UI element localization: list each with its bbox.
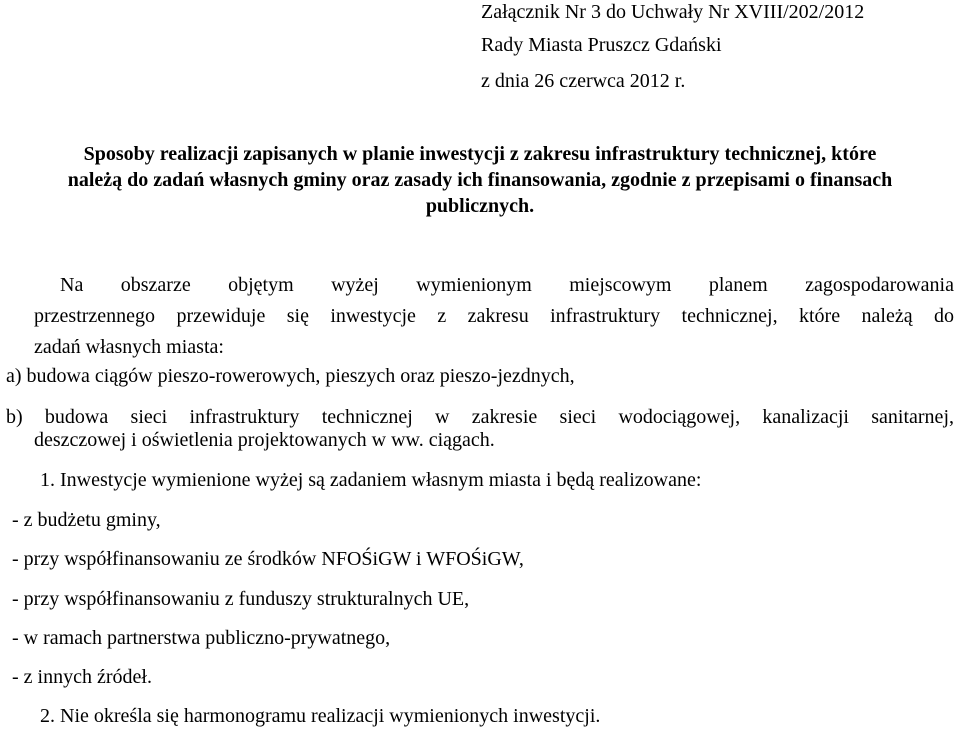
point-1: 1. Inwestycje wymienione wyżej są zadaniem własnym miasta i będą realizowane: <box>40 469 702 491</box>
funding-item-eu-funds: - przy współfinansowaniu z funduszy strukturalnych UE, <box>12 588 470 610</box>
item-b-line-2: deszczowej i oświetlenia projektowanych w ww. ciągach. <box>34 429 495 451</box>
intro-line-2: przestrzennego przewiduje się inwestycje z zakresu infrastruktury technicznej, które należą do <box>34 305 954 327</box>
funding-item-ppp: - w ramach partnerstwa publiczno-prywatnego, <box>12 627 391 649</box>
document-title <box>0 141 960 219</box>
item-b-line-1: b) budowa sieci infrastruktury technicznej w zakresie sieci wodociągowej, kanalizacji sanitarnej, <box>6 406 954 428</box>
header-line-council: Rady Miasta Pruszcz Gdański <box>481 34 722 56</box>
funding-item-other: - z innych źródeł. <box>12 666 152 688</box>
title-line-2: należą do zadań własnych gminy oraz zasady ich finansowania, zgodnie z przepisami o finansach <box>67 169 893 191</box>
header-line-attachment: Załącznik Nr 3 do Uchwały Nr XVIII/202/2012 <box>481 1 865 23</box>
item-a: a) budowa ciągów pieszo-rowerowych, pieszych oraz pieszo-jezdnych, <box>6 365 575 387</box>
funding-item-nfosigw: - przy współfinansowaniu ze środków NFOŚiGW i WFOŚiGW, <box>12 548 524 570</box>
intro-line-1: Na obszarze objętym wyżej wymienionym miejscowym planem zagospodarowania <box>60 274 954 296</box>
header-line-date: z dnia 26 czerwca 2012 r. <box>481 70 686 92</box>
intro-paragraph <box>34 270 954 363</box>
funding-item-budget: - z budżetu gminy, <box>12 509 161 531</box>
point-2: 2. Nie określa się harmonogramu realizacji wymienionych inwestycji. <box>40 705 601 727</box>
title-line-3: publicznych. <box>425 195 535 217</box>
title-line-1: Sposoby realizacji zapisanych w planie inwestycji z zakresu infrastruktury technicznej, które <box>83 143 877 165</box>
intro-line-3: zadań własnych miasta: <box>34 336 224 358</box>
